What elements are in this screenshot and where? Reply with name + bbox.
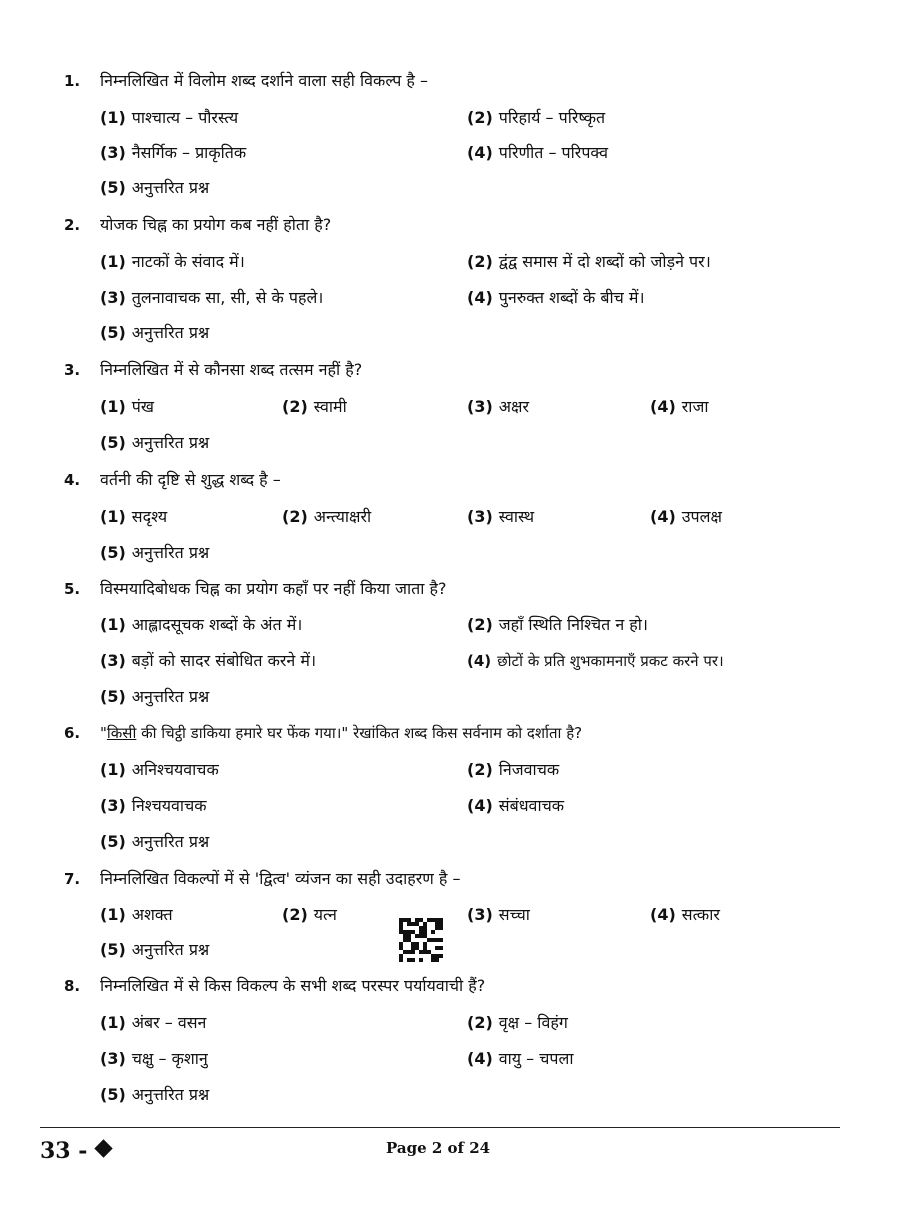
option-1[interactable]: (1) आह्लादसूचक शब्दों के अंत में। — [100, 615, 303, 634]
option-4[interactable]: (4) छोटों के प्रति शुभकामनाएँ प्रकट करने पर। — [467, 652, 724, 670]
option-2[interactable]: (2) निजवाचक — [467, 760, 560, 779]
option-4[interactable]: (4) सत्कार — [650, 905, 720, 924]
page-number: Page 2 of 24 — [386, 1139, 491, 1157]
qr-code-icon — [399, 917, 443, 963]
option-3[interactable]: (3) स्वास्थ — [467, 507, 535, 526]
option-4[interactable]: (4) परिणीत – परिपक्व — [467, 143, 609, 162]
question-number: 7. — [64, 870, 81, 888]
question-number: 2. — [64, 216, 81, 234]
option-1[interactable]: (1) पंख — [100, 397, 154, 416]
option-1[interactable]: (1) अनिश्चयवाचक — [100, 760, 219, 779]
option-3[interactable]: (3) बड़ों को सादर संबोधित करने में। — [100, 651, 317, 670]
option-5[interactable]: (5) अनुत्तरित प्रश्न — [100, 1085, 210, 1104]
footer-divider — [40, 1127, 840, 1128]
option-3[interactable]: (3) नैसर्गिक – प्राकृतिक — [100, 143, 247, 162]
option-4[interactable]: (4) राजा — [650, 397, 709, 416]
option-4[interactable]: (4) वायु – चपला — [467, 1049, 574, 1068]
option-2[interactable]: (2) यत्न — [282, 905, 337, 924]
diamond-icon — [95, 1139, 113, 1157]
option-5[interactable]: (5) अनुत्तरित प्रश्न — [100, 433, 210, 452]
option-2[interactable]: (2) जहाँ स्थिति निश्चित न हो। — [467, 615, 648, 634]
question-number: 5. — [64, 580, 81, 598]
option-2[interactable]: (2) अन्त्याक्षरी — [282, 507, 372, 526]
option-1[interactable]: (1) अंबर – वसन — [100, 1013, 207, 1032]
option-5[interactable]: (5) अनुत्तरित प्रश्न — [100, 178, 210, 197]
option-3[interactable]: (3) तुलनावाचक सा, सी, से के पहले। — [100, 288, 324, 307]
option-5[interactable]: (5) अनुत्तरित प्रश्न — [100, 323, 210, 342]
question-number: 8. — [64, 977, 81, 995]
underlined-word: किसी — [106, 724, 137, 742]
question-text: निम्नलिखित में विलोम शब्द दर्शाने वाला सही विकल्प है – — [100, 71, 428, 90]
option-2[interactable]: (2) परिहार्य – परिष्कृत — [467, 108, 606, 127]
option-4[interactable]: (4) उपलक्ष — [650, 507, 722, 526]
option-3[interactable]: (3) निश्चयवाचक — [100, 796, 207, 815]
option-5[interactable]: (5) अनुत्तरित प्रश्न — [100, 687, 210, 706]
option-3[interactable]: (3) चक्षु – कृशानु — [100, 1049, 208, 1068]
option-2[interactable]: (2) वृक्ष – विहंग — [467, 1013, 568, 1032]
option-1[interactable]: (1) पाश्चात्य – पौरस्त्य — [100, 108, 239, 127]
question-text: वर्तनी की दृष्टि से शुद्ध शब्द है – — [100, 470, 281, 489]
question-number: 4. — [64, 471, 81, 489]
option-5[interactable]: (5) अनुत्तरित प्रश्न — [100, 832, 210, 851]
option-1[interactable]: (1) सदृश्य — [100, 507, 168, 526]
option-2[interactable]: (2) द्वंद्व समास में दो शब्दों को जोड़ने पर। — [467, 252, 711, 271]
question-text: विस्मयादिबोधक चिह्न का प्रयोग कहाँ पर नहीं किया जाता है? — [100, 579, 447, 598]
option-5[interactable]: (5) अनुत्तरित प्रश्न — [100, 543, 210, 562]
question-number: 1. — [64, 72, 81, 90]
paper-code: 33 - — [40, 1138, 110, 1164]
option-1[interactable]: (1) नाटकों के संवाद में। — [100, 252, 245, 271]
question-text: निम्नलिखित में से किस विकल्प के सभी शब्द परस्पर पर्यायवाची हैं? — [100, 976, 486, 995]
option-4[interactable]: (4) संबंधवाचक — [467, 796, 565, 815]
question-number: 6. — [64, 724, 81, 742]
question-text: निम्नलिखित विकल्पों में से 'द्वित्व' व्यंजन का सही उदाहरण है – — [100, 869, 461, 888]
question-text: योजक चिह्न का प्रयोग कब नहीं होता है? — [100, 215, 332, 234]
question-text: निम्नलिखित में से कौनसा शब्द तत्सम नहीं है? — [100, 360, 363, 379]
option-1[interactable]: (1) अशक्त — [100, 905, 173, 924]
option-4[interactable]: (4) पुनरुक्त शब्दों के बीच में। — [467, 288, 645, 307]
question-number: 3. — [64, 361, 81, 379]
option-2[interactable]: (2) स्वामी — [282, 397, 347, 416]
option-3[interactable]: (3) अक्षर — [467, 397, 530, 416]
option-5[interactable]: (5) अनुत्तरित प्रश्न — [100, 940, 210, 959]
question-text: "किसी की चिट्ठी डाकिया हमारे घर फेंक गया।" रेखांकित शब्द किस सर्वनाम को दर्शाता है? — [100, 724, 583, 742]
option-3[interactable]: (3) सच्चा — [467, 905, 530, 924]
